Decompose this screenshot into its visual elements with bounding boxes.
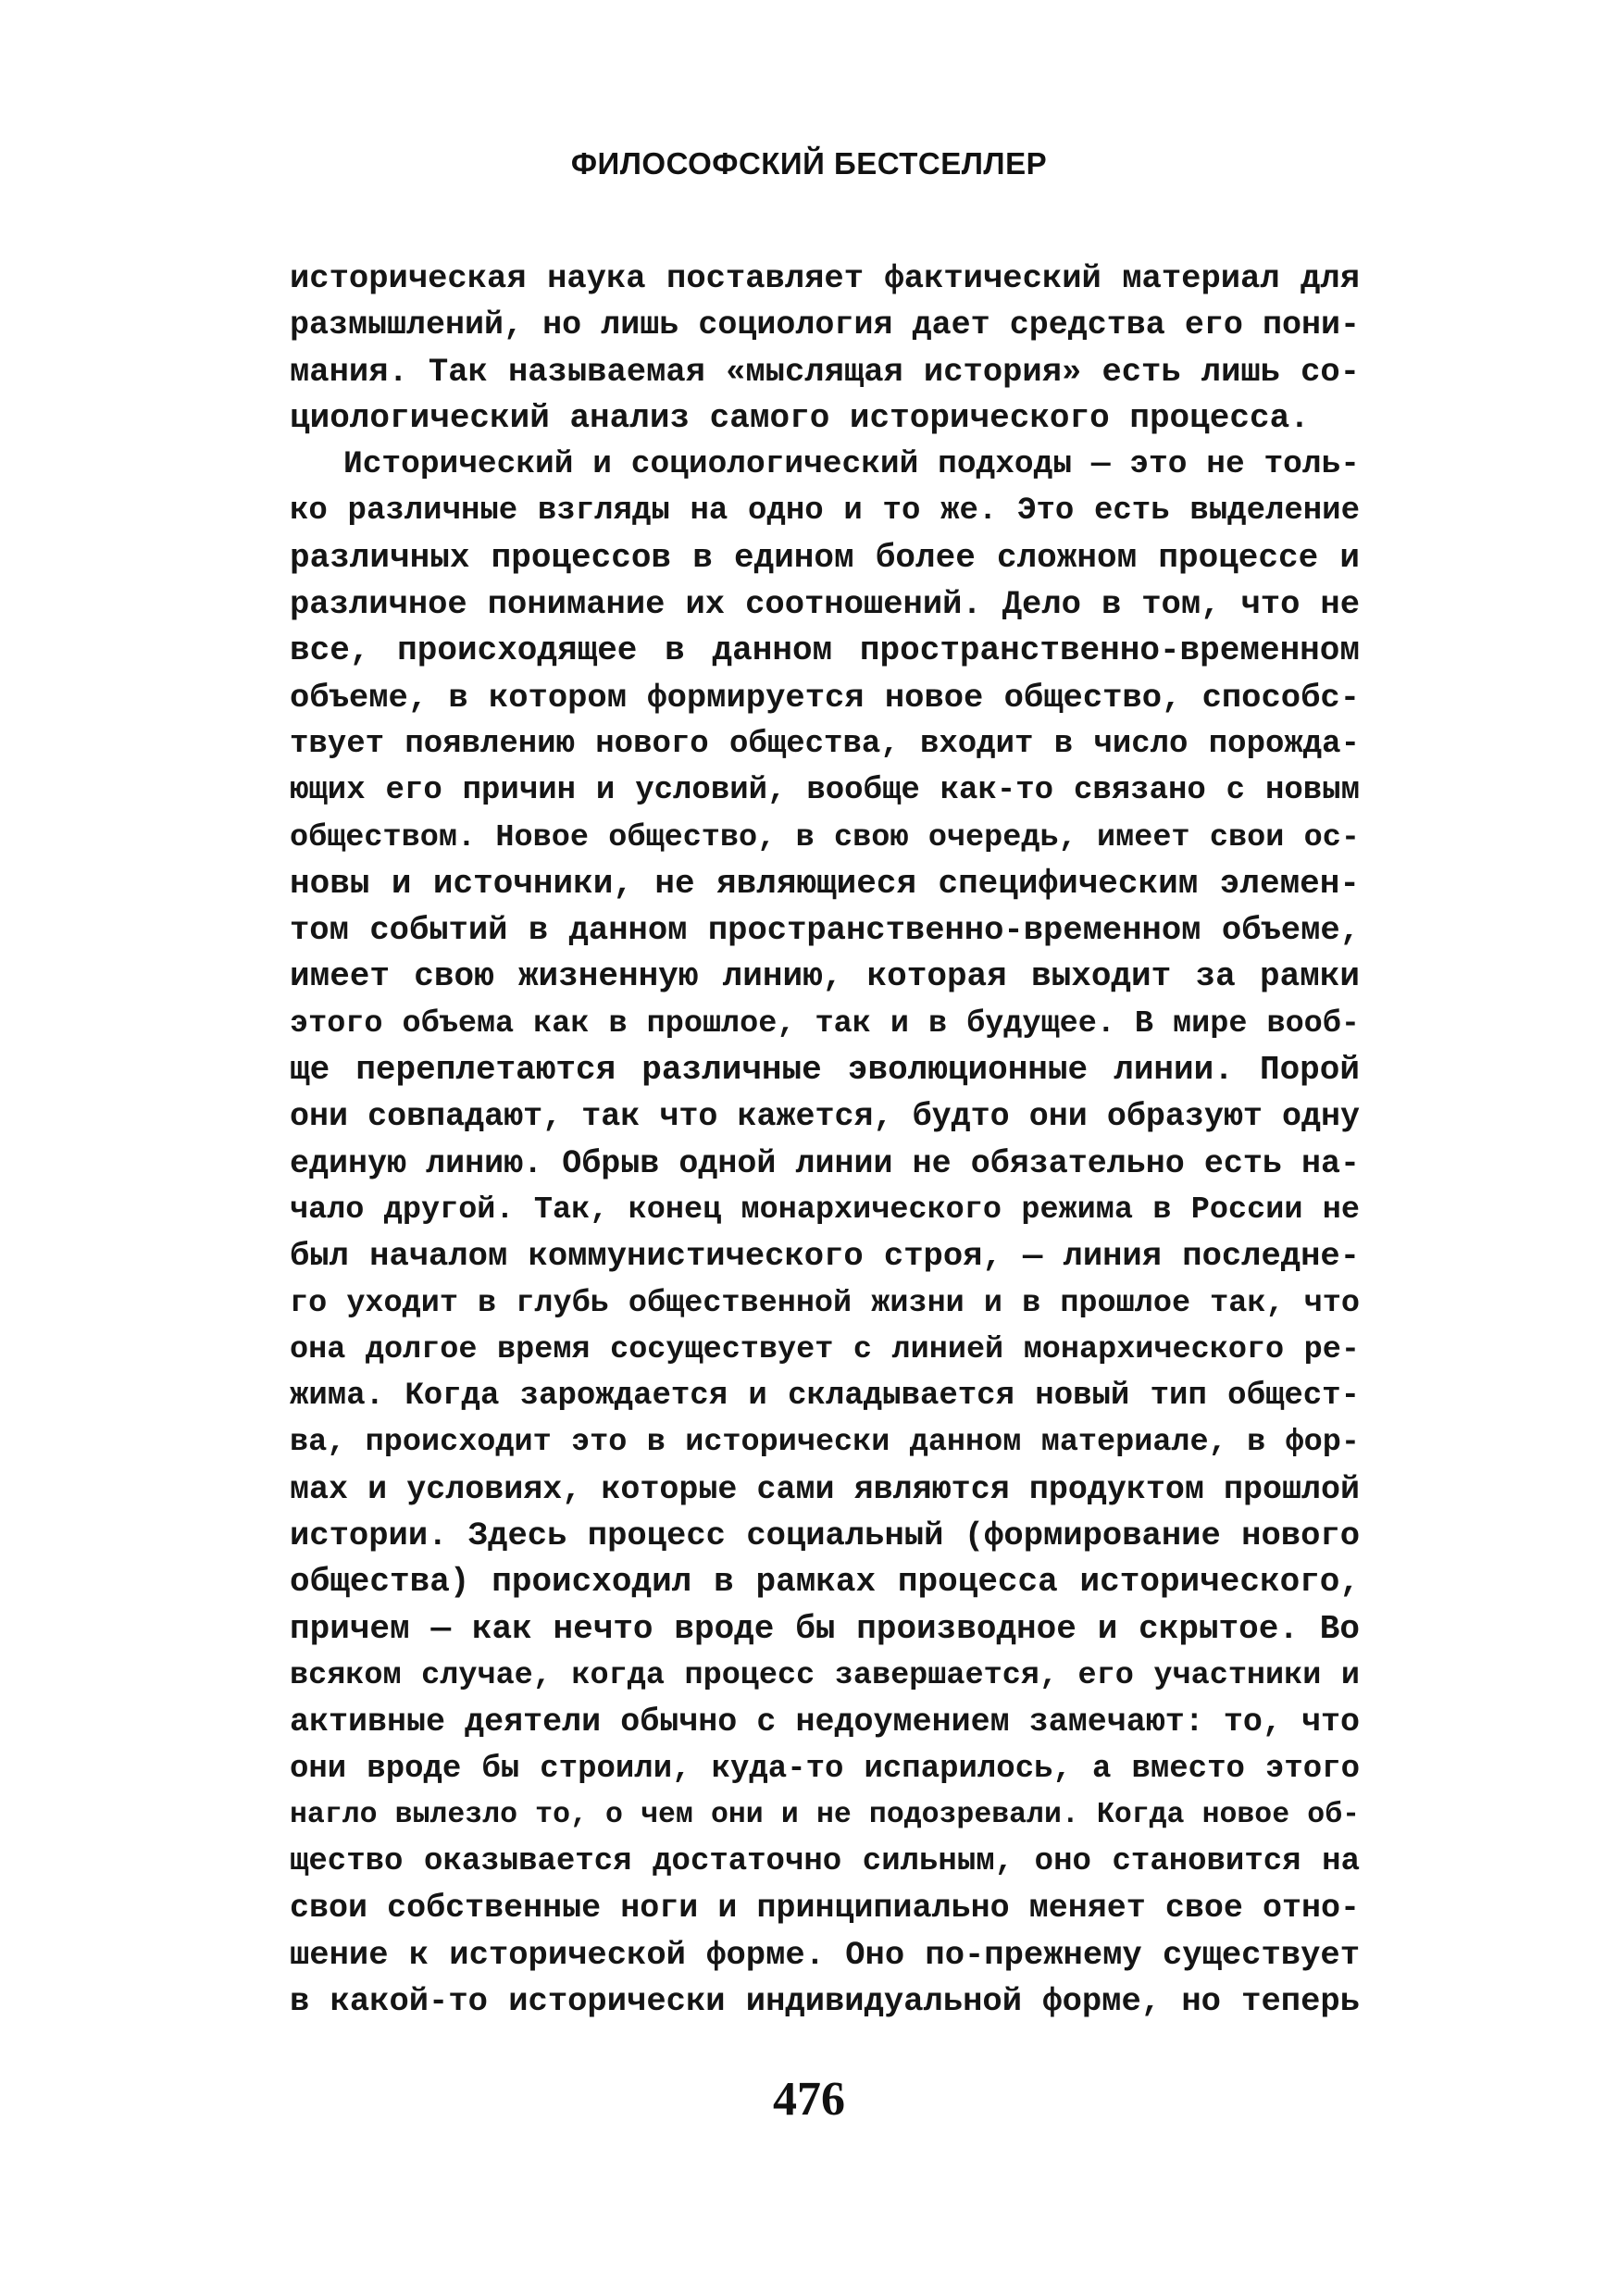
text-line: они совпадают, так что кажется, будто они образуют одну — [290, 1098, 1360, 1136]
text-line: го уходит в глубь общественной жизни и в прошлое так, что — [290, 1285, 1360, 1321]
text-line: том событий в данном пространственно-временном объеме, — [290, 911, 1360, 950]
text-line: жима. Когда зарождается и складывается новый тип общест- — [290, 1379, 1360, 1415]
body-text — [290, 256, 1360, 2025]
text-line: чало другой. Так, конец монархического режима в России не — [290, 1192, 1360, 1228]
text-line: она долгое время сосуществует с линией монархического ре- — [290, 1331, 1360, 1367]
text-line: различных процессов в едином более сложном процессе и — [290, 538, 1360, 577]
text-line: твует появлению нового общества, входит в число порожда- — [290, 726, 1360, 762]
text-line: новы и источники, не являющиеся специфическим элемен- — [290, 864, 1360, 903]
text-line: Исторический и социологический подходы — это не толь- — [343, 446, 1360, 483]
text-line: был началом коммунистического строя, — линия последне- — [290, 1237, 1360, 1276]
text-line: свои собственные ноги и принципиально меняет свое отно- — [290, 1890, 1360, 1928]
text-line: нагло вылезло то, о чем они и не подозревали. Когда новое об- — [290, 1798, 1360, 1831]
text-line: шение к исторической форме. Оно по-прежнему существует — [290, 1935, 1360, 1974]
text-line: единую линию. Обрыв одной линии не обязательно есть на- — [290, 1144, 1360, 1182]
text-line: ко различные взгляды на одно и то же. Это есть выделение — [290, 493, 1360, 530]
text-line: общества) происходил в рамках процесса исторического, — [290, 1563, 1360, 1602]
text-line: всяком случае, когда процесс завершается, его участники и — [290, 1657, 1360, 1693]
text-line: мания. Так называемая «мыслящая история» есть лишь со- — [290, 352, 1360, 391]
text-line: истории. Здесь процесс социальный (формирование нового — [290, 1516, 1360, 1555]
text-line: причем — как нечто вроде бы производное и скрытое. Во — [290, 1609, 1360, 1648]
text-line: в какой-то исторически индивидуальной форме, но теперь — [290, 1981, 1360, 2020]
text-line: все, происходящее в данном пространственно-временном — [290, 631, 1360, 670]
text-line: обществом. Новое общество, в свою очередь, имеет свои ос- — [290, 819, 1360, 855]
text-line: ва, происходит это в исторически данном материале, в фор- — [290, 1425, 1360, 1461]
text-line: объеме, в котором формируется новое общество, способс- — [290, 678, 1360, 717]
text-line: циологический анализ самого исторического процесса. — [290, 398, 1310, 437]
page-number: 476 — [773, 2073, 845, 2126]
text-line: ще переплетаются различные эволюционные линии. Порой — [290, 1051, 1360, 1090]
text-line: активные деятели обычно с недоумением замечают: то, что — [290, 1703, 1360, 1741]
text-line: мах и условиях, которые сами являются продуктом прошлой — [290, 1470, 1360, 1508]
text-line: они вроде бы строили, куда-то испарилось, а вместо этого — [290, 1751, 1360, 1787]
text-line: размышлений, но лишь социология дает средства его пони- — [290, 306, 1360, 344]
text-line: ющих его причин и условий, вообще как-то связано с новым — [290, 773, 1360, 809]
text-line: различное понимание их соотношений. Дело в том, что не — [290, 585, 1360, 624]
text-line: этого объема как в прошлое, так и в будущее. В мире вооб- — [290, 1005, 1360, 1042]
text-line: имеет свою жизненную линию, которая выходит за рамки — [290, 957, 1360, 996]
text-line: историческая наука поставляет фактический материал для — [290, 259, 1360, 297]
running-header: ФИЛОСОФСКИЙ БЕСТСЕЛЛЕР — [570, 146, 1048, 181]
text-line: щество оказывается достаточно сильным, оно становится на — [290, 1844, 1360, 1880]
